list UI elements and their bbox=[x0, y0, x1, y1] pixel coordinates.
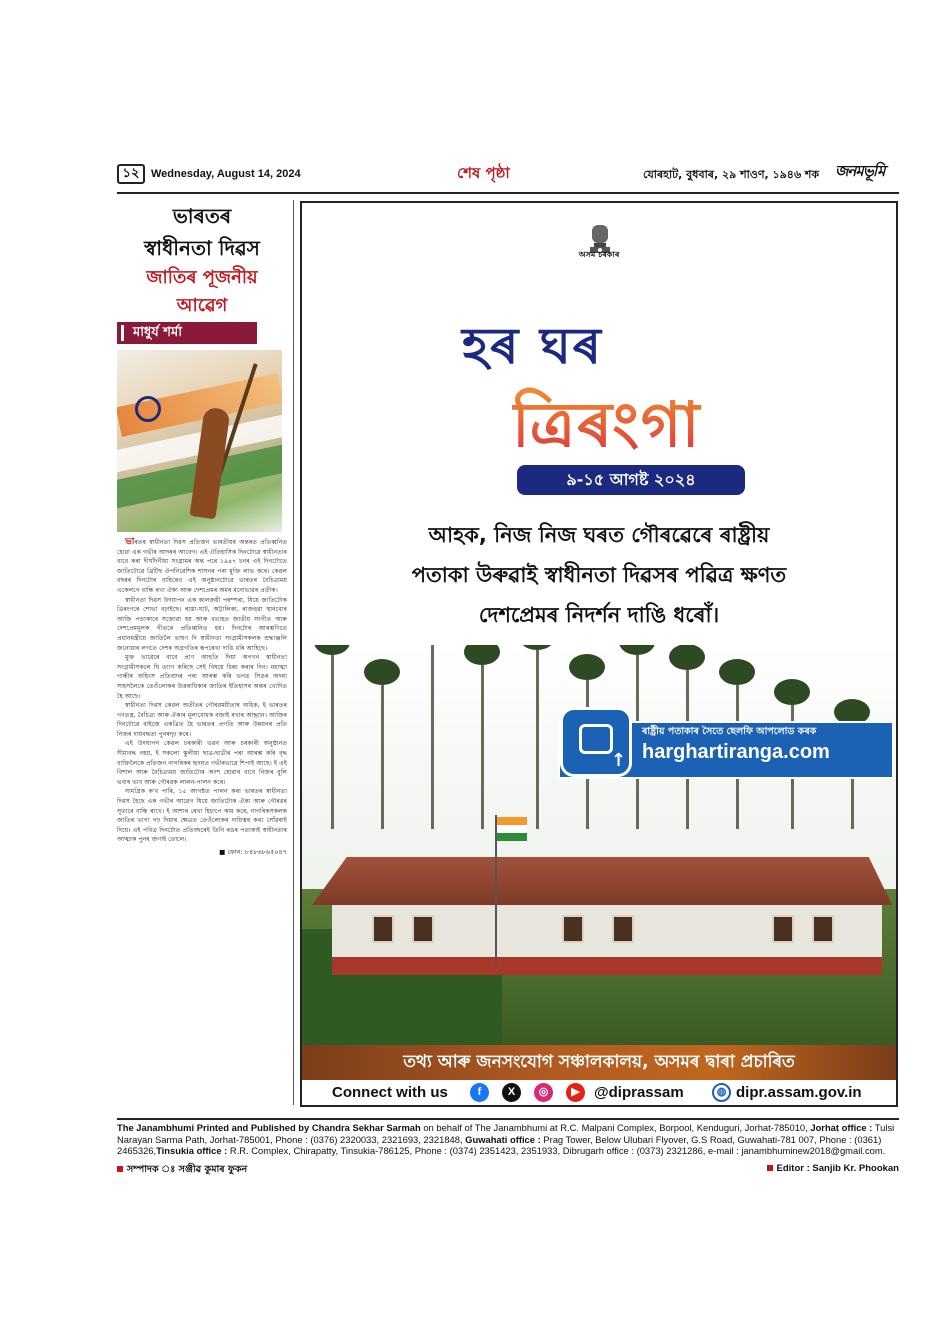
article-paragraph: মুক্ত ভাৱেৰে বাবে প্ৰাণ আহুতি দিয়া অগণন স্বাধীনতা সংগ্ৰামীসকলে যি ত্যাগ কৰিছে সেই বিষয়ে চিন্তা কৰাৰ দিন। মহাত্মা গান্ধীৰ অহিংস প্ৰতিবাদৰ পৰা আৰম্ভ কৰি ভগত সিঙৰ অদম্য সাহসলৈকে তেওঁলোকৰ উত্তৰাধিকাৰ জাতিৰ ইতিহাসৰ অন্তৰ খোদিত হৈ আছে। bbox=[117, 654, 287, 700]
jorhat-office-label: Jorhat office : bbox=[810, 1122, 873, 1133]
ad-headline-har-ghar: হৰ ঘৰ bbox=[462, 317, 603, 375]
article-paragraph: স্বাধীনতা দিৱস উদযাপন এক কালজয়ী পৰম্পৰা, যিয়ে জাতিটোক ত্ৰিৰংগৰে শোভা বঢ়াইছে। ৰাস্তা-ঘাট, অট্টালিকা, ৰাজহুৱা স্থানবোৰ আজি পতাকাৰে সজোৱা হয় আৰু বতাহত জাতীয় সংগীত আৰু দেশপ্ৰেমমূলক গীতৰে প্ৰতিধ্বনিত হয়। দিনটোৰ আৰম্ভণিতে প্ৰধানমন্ত্ৰীয়ে জাতিলৈ ভাষণ দি স্বাধীনতা সংগ্ৰামীসকলক শ্ৰদ্ধাঞ্জলি জনোৱাৰ লগতে দেশৰ অগ্ৰগতিৰ ৰূপৰেখা দাঙি ধৰি আহিছে। bbox=[117, 596, 287, 652]
jorhat-office-text: Tulsi Narayan Sarma Path, Jorhat-785001, Phone : (0376) 2320033, 2321693, 2321848, bbox=[117, 1122, 895, 1145]
social-handle[interactable]: @diprassam bbox=[594, 1084, 684, 1101]
camera-upload-icon: ↑ bbox=[560, 707, 632, 777]
article-illustration bbox=[117, 350, 282, 532]
article-body bbox=[117, 538, 287, 845]
ad-message-line: আহক, নিজ নিজ ঘৰত গৌৰৱেৰে ৰাষ্ট্ৰীয় bbox=[428, 523, 770, 547]
article-paragraph: সামগ্ৰিক ক'ব পাৰি, ১৫ আগষ্টত পালন কৰা ভাৰতৰ স্বাধীনতা দিৱস হৈছে এক গভীৰ আৱেগ যিয়ে জাতিটোক ঐক্য আৰু গৌৰৱৰ সূতাৰে বান্ধি ৰাখে। ই আশাৰ ৰেখা হিচাপে কাম কৰে, নাগৰিকসকলক জাতিৰ ভাগ্য গঢ় দিয়াৰ ক্ষেত্ৰত তেওঁলোকৰ দায়িত্বৰ কথা সোঁৱৰাই দিয়ে। এই পবিত্ৰ দিনটোত প্ৰতিবছৰেই তিনি ৰঙৰ পতাকাই স্বাধীনতাৰ আত্মাক পুনৰ জগাই তোলে। bbox=[117, 788, 287, 844]
publisher-imprint bbox=[117, 1118, 899, 1157]
article-subtitle-line1: জাতিৰ পূজনীয় bbox=[146, 267, 258, 288]
social-links-bar bbox=[302, 1079, 896, 1107]
date-assamese: যোৰহাট, বুধবাৰ, ২৯ শাওণ, ১৯৪৬ শক bbox=[643, 168, 820, 181]
imprint-address: on behalf of The Janambhumi at R.C. Malpani Complex, Borpool, Kenduguri, Jorhat-785010, bbox=[420, 1122, 808, 1133]
ad-message-line: দেশপ্ৰেমৰ নিদৰ্শন দাঙি ধৰোঁ। bbox=[478, 603, 720, 627]
x-twitter-icon[interactable]: X bbox=[502, 1083, 521, 1102]
ad-photo-house-flag bbox=[302, 645, 896, 1049]
date-english: Wednesday, August 14, 2024 bbox=[151, 168, 301, 180]
article-paragraph: ভাৰতৰ স্বাধীনতা দিৱস প্ৰতিজন ভাৰতীয়ৰ অন্তৰত প্ৰতিধ্বনিত হোৱা এক গভীৰ আদৰৰ আবেগ। এই ঐতিহাসিক দিনটোৱে স্বাধীনতাৰ বাবে কৰা দীৰ্ঘদিনীয়া সংগ্ৰামৰ অন্ত পৰে ১৯৪৭ চনৰ এই দিনটোতে জাতিটোৱে ব্ৰিটিছ ঔপনিৱেশিক শাসনৰ পৰা মুক্তি লাভ কৰে। কেৱল বছৰৰ দিনটোৰ বাহিৰেও এই অনুষ্ঠানটোৱে ভাৰতৰ বৈচিত্ৰ্যময় একেলগে বান্ধি ৰখা ঐক্য আৰু দেশপ্ৰেমৰ অমৰ মনোভাৱৰ প্ৰতীক। bbox=[117, 537, 287, 594]
dipr-credit-strip: তথ্য আৰু জনসংযোগ সঞ্চালকালয়, অসমৰ দ্বাৰা প্ৰচাৰিত bbox=[302, 1045, 896, 1080]
ashoka-chakra-icon bbox=[135, 396, 161, 422]
article-paragraph: স্বাধীনতা দিৱস কেৱল অতীতৰ গৌৰৱময়ীতাৰ অধিক, ই ভাৰতৰ গণতন্ত্ৰ, বৈচিত্ৰ্য আৰু ঐক্যৰ মূল্যবোধক বজাই ৰখাৰ আহ্বান। আজিৰ দিনটোৱে বাইজে একত্ৰিত হৈ ভাৰতৰ প্ৰগতি আৰু উন্নয়নৰ প্ৰতি নিজৰ দায়বদ্ধতা পুনৰদৃঢ় কৰে। bbox=[117, 702, 287, 738]
house-illustration bbox=[312, 857, 896, 977]
newspaper-logo: জনমভূমি bbox=[835, 162, 885, 180]
connect-label: Connect with us bbox=[332, 1084, 448, 1101]
instagram-icon[interactable]: ◎ bbox=[534, 1083, 553, 1102]
upload-website-link[interactable]: harghartiranga.com bbox=[642, 741, 830, 763]
guwahati-office-text: Prag Tower, Below Ulubari Flyover, G.S Road, Guwahati-781 007, Phone : (0361) 2465326, bbox=[117, 1133, 882, 1157]
tinsukia-office-text: R.R. Complex, Chirapatty, Tinsukia-786125, Phone : (0374) 2351423, 2351933, Dibrugarh office : (0373) 2321286, e-mail : janambhuminew2018@gmail.com. bbox=[227, 1145, 886, 1157]
page-number: ১২ bbox=[117, 164, 145, 184]
ad-headline-tiranga: ত্ৰিৰংগা bbox=[512, 378, 702, 481]
article-title-line1: ভাৰতৰ bbox=[172, 204, 232, 228]
dipr-website-link[interactable]: dipr.assam.gov.in bbox=[736, 1084, 862, 1101]
govt-of-assam-label: অসম চৰকাৰ bbox=[578, 250, 620, 259]
globe-icon: ◍ bbox=[712, 1083, 731, 1102]
editor-english: Editor : Sanjib Kr. Phookan bbox=[767, 1163, 899, 1174]
guwahati-office-label: Guwahati office : bbox=[462, 1133, 541, 1145]
column-divider bbox=[293, 200, 294, 1105]
article-paragraph: এই উদযাপন কেৱল চৰকাৰী ভৱন আৰু চৰকাৰী অনুষ্ঠানত সীমাবদ্ধ নহয়, ই সকলো স্কুলীয়া ছাত্ৰ-ছাত্ৰীৰ পৰা আৰম্ভ কৰি বৃদ্ধ ব্যক্তিলৈকে প্ৰতিজন নাগৰিকৰ হৃদয়ত গভীৰভাৱে শিপাই আছে। ই এই বিশাল আৰু বৈচিত্ৰ্যময় জাতিটোৰ অংশ হোৱাৰ বাবে নিজৰ বুলি ভবাৰ ভাব আৰু গৌৰৱক লালন-পালন কৰে। bbox=[117, 740, 287, 786]
section-title: শেষ পৃষ্ঠা bbox=[457, 164, 510, 182]
imprint-publisher: The Janambhumi Printed and Published by Chandra Sekhar Sarmah bbox=[117, 1122, 421, 1133]
upload-instruction: ৰাষ্ট্ৰীয় পতাকাৰ সৈতে ছেলফি আপলোড কৰক bbox=[642, 726, 817, 737]
article-column bbox=[117, 200, 287, 1110]
ad-message bbox=[322, 515, 876, 635]
har-ghar-tiranga-ad bbox=[300, 201, 898, 1107]
author-phone: ■ ফোন: ৮৪৮৬৮৬৫০৪৭ bbox=[219, 848, 287, 856]
article-byline: মাধুৰ্য শৰ্মা bbox=[117, 322, 257, 344]
masthead bbox=[117, 158, 899, 194]
tinsukia-office-label: Tinsukia office : bbox=[156, 1145, 228, 1157]
editor-assamese: সম্পাদক ঃ সঞ্জীৱ কুমাৰ ফুকন bbox=[117, 1163, 247, 1178]
tricolour-flag-icon bbox=[497, 817, 527, 841]
facebook-icon[interactable]: f bbox=[470, 1083, 489, 1102]
ad-message-line: পতাকা উৰুৱাই স্বাধীনতা দিৱসৰ পৱিত্ৰ ক্ষণত bbox=[411, 563, 787, 587]
youtube-icon[interactable]: ▶ bbox=[566, 1083, 585, 1102]
campaign-dates: ৯-১৫ আগষ্ট ২০২৪ bbox=[517, 465, 745, 495]
article-subtitle-line2: আৱেগ bbox=[176, 295, 228, 316]
article-title-line2: স্বাধীনতা দিৱস bbox=[144, 236, 260, 260]
